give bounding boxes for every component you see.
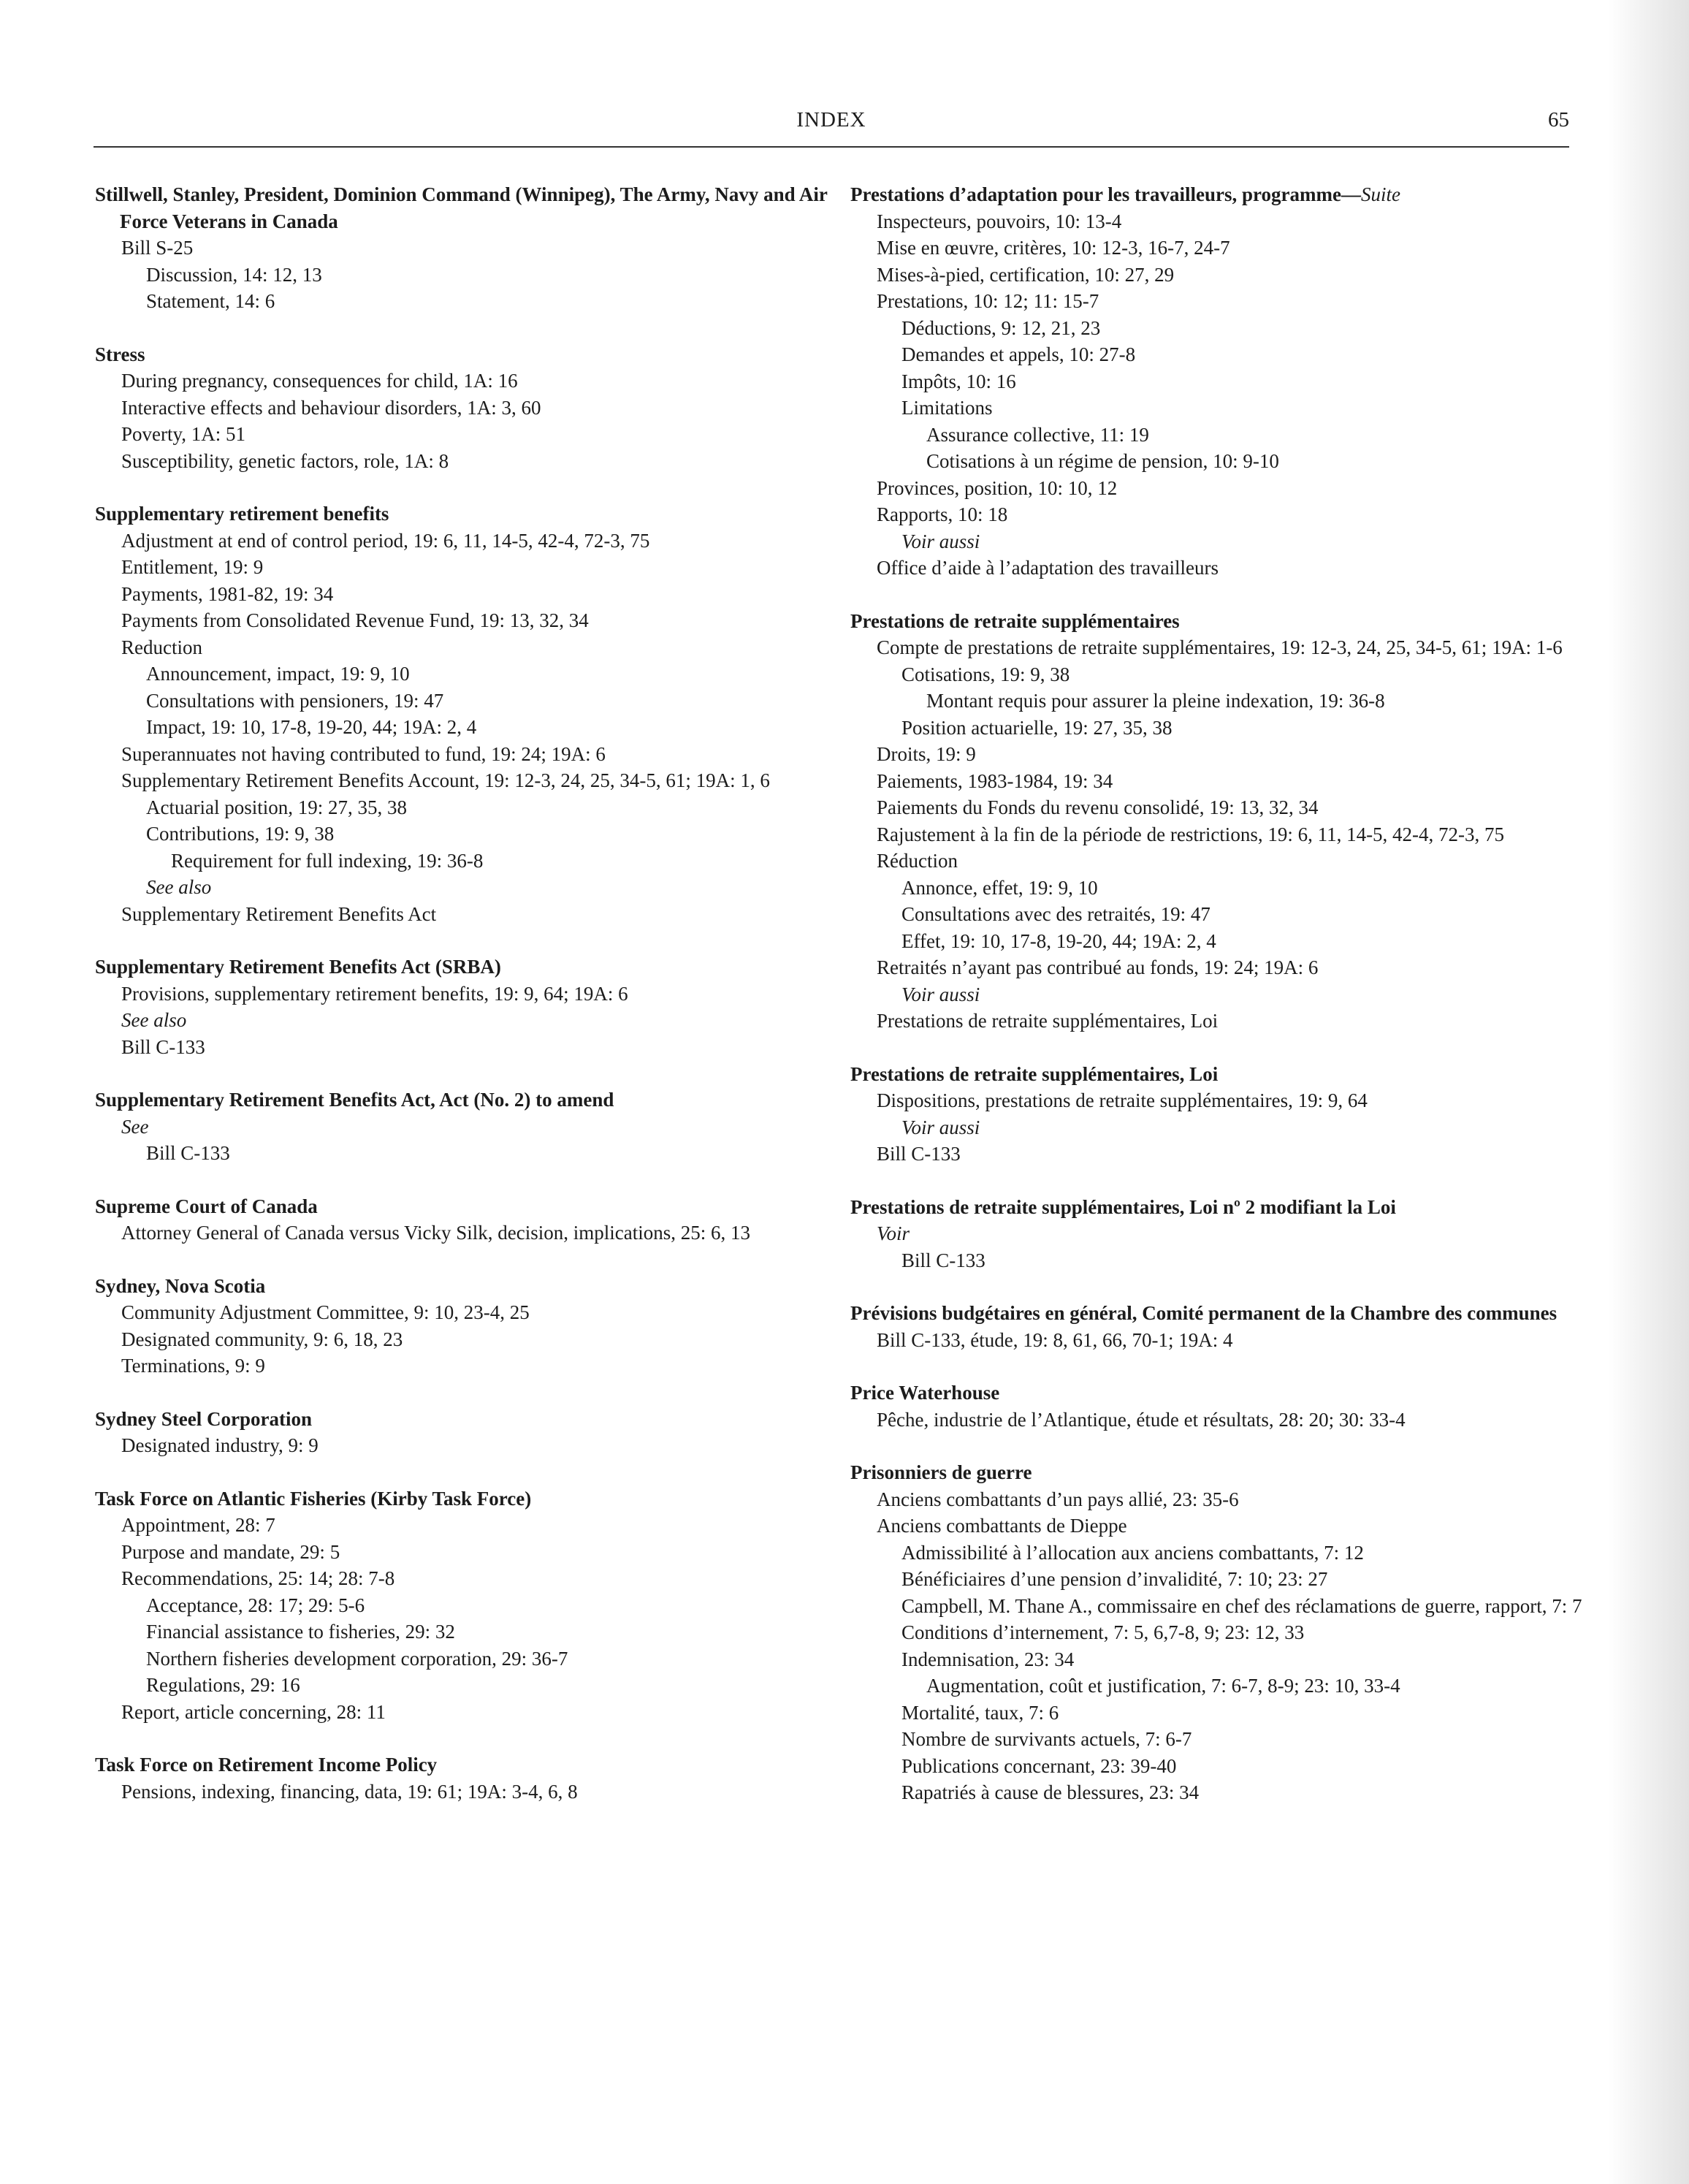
index-subentry: Bill C-133 (877, 1143, 961, 1165)
index-subentry: Retraités n’ayant pas contribué au fonds, 19: 24; 19A: 6 (877, 956, 1319, 978)
index-subentry: Rapports, 10: 18 (877, 503, 1008, 525)
index-subentry: Provisions, supplementary retirement benefits, 19: 9, 64; 19A: 6 (121, 982, 628, 1005)
index-subentry: Entitlement, 19: 9 (121, 556, 264, 578)
index-entry-heading (95, 954, 833, 981)
index-subentry: Assurance collective, 11: 19 (926, 423, 1149, 446)
index-entry-heading (95, 1406, 833, 1433)
cross-reference: Voir (877, 1222, 910, 1244)
index-entry (850, 1194, 1588, 1274)
index-subentry: Impôts, 10: 16 (901, 370, 1016, 392)
page-edge-shadow (1609, 0, 1689, 2184)
index-entry-heading (850, 1061, 1588, 1088)
index-subentry: Northern fisheries development corporation, 29: 36-7 (146, 1647, 568, 1670)
index-subentry: Paiements, 1983-1984, 19: 34 (877, 769, 1113, 792)
index-subentry: Payments from Consolidated Revenue Fund, 19: 13, 32, 34 (121, 609, 589, 631)
index-subentry: Recommendations, 25: 14; 28: 7-8 (121, 1567, 395, 1589)
index-subentry: Terminations, 9: 9 (121, 1355, 265, 1377)
index-subentry: During pregnancy, consequences for child, 1A: 16 (121, 370, 518, 392)
index-entry (95, 1193, 833, 1247)
index-subentry: Campbell, M. Thane A., commissaire en chef des réclamations de guerre, rapport, 7: 7 (901, 1594, 1582, 1617)
index-entry (850, 1459, 1588, 1806)
index-subentry: Rajustement à la fin de la période de restrictions, 19: 6, 11, 14-5, 42-4, 72-3, 75 (877, 823, 1505, 845)
index-entry-heading-text: Task Force on Retirement Income Policy (95, 1754, 438, 1776)
index-entry-heading (850, 608, 1588, 635)
index-entry-heading-text: Task Force on Atlantic Fisheries (Kirby Task Force) (95, 1487, 532, 1510)
index-entry-heading-text: Supplementary Retirement Benefits Act (SRBA) (95, 956, 501, 978)
index-entry-heading-text: Sydney Steel Corporation (95, 1407, 312, 1430)
index-entry-heading (95, 181, 833, 235)
index-entry-heading (850, 1380, 1588, 1407)
index-subentry: Bill C-133 (121, 1035, 205, 1058)
index-subentry: Nombre de survivants actuels, 7: 6-7 (901, 1728, 1192, 1750)
cross-reference: See also (146, 876, 212, 898)
index-subentry: Inspecteurs, pouvoirs, 10: 13-4 (877, 210, 1122, 232)
index-subentry: Report, article concerning, 28: 11 (121, 1700, 386, 1723)
index-entry (95, 1087, 833, 1167)
index-entry (850, 181, 1588, 582)
page-title: INDEX (796, 108, 866, 132)
index-subentry: Augmentation, coût et justification, 7: 6-7, 8-9; 23: 10, 33-4 (926, 1675, 1400, 1697)
index-subentry: Acceptance, 28: 17; 29: 5-6 (146, 1594, 365, 1616)
index-entry (850, 1300, 1588, 1353)
index-subentry: Pêche, industrie de l’Atlantique, étude et résultats, 28: 20; 30: 33-4 (877, 1408, 1406, 1431)
index-subentry: Indemnisation, 23: 34 (901, 1648, 1075, 1670)
index-entry-heading-text: Prévisions budgétaires en général, Comité permanent de la Chambre des communes (850, 1302, 1558, 1324)
cross-reference: Voir aussi (901, 530, 980, 552)
index-column-left (95, 181, 833, 1831)
index-subentry: Announcement, impact, 19: 9, 10 (146, 663, 410, 685)
index-subentry: Appointment, 28: 7 (121, 1514, 275, 1536)
index-entry-heading-text: Prisonniers de guerre (850, 1461, 1032, 1483)
index-subentry: Prestations de retraite supplémentaires, Loi (877, 1010, 1219, 1032)
index-subentry: Interactive effects and behaviour disorders, 1A: 3, 60 (121, 396, 541, 419)
index-column-right (850, 181, 1588, 1833)
index-subentry: Compte de prestations de retraite supplémentaires, 19: 12-3, 24, 25, 34-5, 61; 19A: 1-6 (877, 636, 1563, 658)
index-subentry: Payments, 1981-82, 19: 34 (121, 582, 334, 605)
index-entry (95, 1485, 833, 1726)
index-entry-heading (850, 181, 1588, 208)
index-subentry: Dispositions, prestations de retraite supplémentaires, 19: 9, 64 (877, 1089, 1368, 1111)
index-subentry: Cotisations à un régime de pension, 10: 9-10 (926, 450, 1279, 472)
index-entry (95, 181, 833, 315)
index-entry-heading-text: Prestations de retraite supplémentaires (850, 609, 1180, 632)
index-entry-heading-text: Stress (95, 343, 145, 365)
index-subentry: Supplementary Retirement Benefits Account, 19: 12-3, 24, 25, 34-5, 61; 19A: 1, 6 (121, 769, 770, 791)
index-subentry: Bénéficiaires d’une pension d’invalidité, 7: 10; 23: 27 (901, 1568, 1328, 1590)
index-entry-heading (95, 501, 833, 528)
index-subentry: Adjustment at end of control period, 19: 6, 11, 14-5, 42-4, 72-3, 75 (121, 529, 650, 552)
index-entry-heading-text: Prestations de retraite supplémentaires, Loi nº 2 modifiant la Loi (850, 1195, 1396, 1218)
cross-reference: Voir aussi (901, 1116, 980, 1138)
index-entry-heading-suffix: Suite (1360, 183, 1400, 205)
index-subentry: Effet, 19: 10, 17-8, 19-20, 44; 19A: 2, 4 (901, 929, 1216, 952)
index-subentry: Limitations (901, 397, 993, 419)
index-entry-heading (850, 1459, 1588, 1486)
index-subentry: Requirement for full indexing, 19: 36-8 (171, 849, 484, 872)
index-subentry: Designated industry, 9: 9 (121, 1434, 319, 1456)
index-subentry: Montant requis pour assurer la pleine indexation, 19: 36-8 (926, 690, 1385, 712)
index-entry-heading (850, 1194, 1588, 1221)
index-entry-heading-text: Supreme Court of Canada (95, 1195, 318, 1217)
index-subentry: Pensions, indexing, financing, data, 19: 61; 19A: 3-4, 6, 8 (121, 1780, 578, 1803)
index-subentry: Cotisations, 19: 9, 38 (901, 663, 1070, 685)
index-entry (95, 954, 833, 1060)
header-rule (94, 146, 1569, 148)
index-entry-heading (95, 1193, 833, 1220)
index-entry (95, 1273, 833, 1380)
index-subentry: Purpose and mandate, 29: 5 (121, 1540, 340, 1563)
index-subentry: Susceptibility, genetic factors, role, 1A: 8 (121, 449, 449, 472)
index-entry-heading-text: Prestations de retraite supplémentaires, Loi (850, 1062, 1219, 1085)
index-entry-heading (95, 1273, 833, 1300)
index-subentry: Bill C-133 (146, 1142, 230, 1164)
index-subentry: Consultations with pensioners, 19: 47 (146, 689, 444, 712)
cross-reference: See (121, 1115, 149, 1138)
index-subentry: Bill C-133, étude, 19: 8, 61, 66, 70-1; 19A: 4 (877, 1328, 1233, 1351)
index-subentry: Rapatriés à cause de blessures, 23: 34 (901, 1781, 1200, 1803)
index-subentry: Provinces, position, 10: 10, 12 (877, 476, 1118, 499)
index-subentry: Attorney General of Canada versus Vicky Silk, decision, implications, 25: 6, 13 (121, 1222, 750, 1244)
index-subentry: Contributions, 19: 9, 38 (146, 823, 335, 845)
index-subentry: Statement, 14: 6 (146, 290, 275, 312)
index-subentry: Superannuates not having contributed to fund, 19: 24; 19A: 6 (121, 742, 606, 765)
index-subentry: Consultations avec des retraités, 19: 47 (901, 903, 1210, 925)
index-entry-heading-text: Prestations d’adaptation pour les travailleurs, programme— (850, 183, 1361, 205)
index-subentry: Regulations, 29: 16 (146, 1674, 300, 1696)
index-subentry: Admissibilité à l’allocation aux anciens combattants, 7: 12 (901, 1541, 1364, 1564)
index-entry-heading-text: Price Waterhouse (850, 1382, 1000, 1404)
index-entry-heading-text: Sydney, Nova Scotia (95, 1274, 266, 1297)
index-subentry: Financial assistance to fisheries, 29: 32 (146, 1621, 455, 1643)
page-number: 65 (1548, 108, 1569, 132)
index-entry (95, 1751, 833, 1805)
cross-reference: Voir aussi (901, 983, 980, 1005)
index-entry (95, 341, 833, 475)
index-subentry: Poverty, 1A: 51 (121, 423, 245, 445)
index-entry (850, 1380, 1588, 1433)
index-subentry: Actuarial position, 19: 27, 35, 38 (146, 796, 407, 818)
index-subentry: Conditions d’internement, 7: 5, 6,7-8, 9; 23: 12, 33 (901, 1621, 1305, 1643)
cross-reference: See also (121, 1009, 187, 1031)
index-subentry: Mise en œuvre, critères, 10: 12-3, 16-7, 24-7 (877, 237, 1230, 259)
index-entry (95, 501, 833, 927)
index-subentry: Supplementary Retirement Benefits Act (121, 902, 437, 925)
index-subentry: Community Adjustment Committee, 9: 10, 23-4, 25 (121, 1301, 530, 1323)
page-header (94, 108, 1569, 145)
index-entry-heading-text: Stillwell, Stanley, President, Dominion Command (Winnipeg), The Army, Navy and Air Force Veterans in Canada (95, 183, 828, 232)
index-subentry: Demandes et appels, 10: 27-8 (901, 343, 1136, 365)
index-subentry: Mortalité, taux, 7: 6 (901, 1701, 1059, 1724)
index-subentry: Reduction (121, 636, 202, 658)
index-subentry: Réduction (877, 850, 958, 872)
index-subentry: Annonce, effet, 19: 9, 10 (901, 876, 1098, 899)
index-subentry: Mises-à-pied, certification, 10: 27, 29 (877, 263, 1175, 286)
index-subentry: Office d’aide à l’adaptation des travailleurs (877, 557, 1219, 579)
index-subentry: Impact, 19: 10, 17-8, 19-20, 44; 19A: 2, 4 (146, 716, 477, 738)
index-subentry: Anciens combattants de Dieppe (877, 1515, 1127, 1537)
index-subentry: Déductions, 9: 12, 21, 23 (901, 316, 1101, 339)
index-entry-heading (95, 341, 833, 368)
index-subentry: Droits, 19: 9 (877, 743, 976, 765)
index-entry-heading-text: Supplementary Retirement Benefits Act, Act (No. 2) to amend (95, 1089, 614, 1111)
index-subentry: Bill S-25 (121, 237, 194, 259)
index-entry-heading (850, 1300, 1588, 1327)
index-subentry: Paiements du Fonds du revenu consolidé, 19: 13, 32, 34 (877, 796, 1319, 818)
index-entry (850, 608, 1588, 1035)
index-entry-heading-text: Supplementary retirement benefits (95, 503, 389, 525)
index-entry (95, 1406, 833, 1459)
index-entry-heading (95, 1751, 833, 1778)
index-entry-heading (95, 1087, 833, 1114)
index-subentry: Position actuarielle, 19: 27, 35, 38 (901, 716, 1173, 739)
index-entry-heading (95, 1485, 833, 1513)
index-subentry: Anciens combattants d’un pays allié, 23: 35-6 (877, 1488, 1239, 1510)
index-subentry: Publications concernant, 23: 39-40 (901, 1754, 1177, 1777)
index-subentry: Discussion, 14: 12, 13 (146, 263, 322, 286)
index-subentry: Bill C-133 (901, 1249, 985, 1271)
index-subentry: Designated community, 9: 6, 18, 23 (121, 1328, 403, 1350)
index-entry (850, 1061, 1588, 1168)
index-subentry: Prestations, 10: 12; 11: 15-7 (877, 290, 1099, 312)
